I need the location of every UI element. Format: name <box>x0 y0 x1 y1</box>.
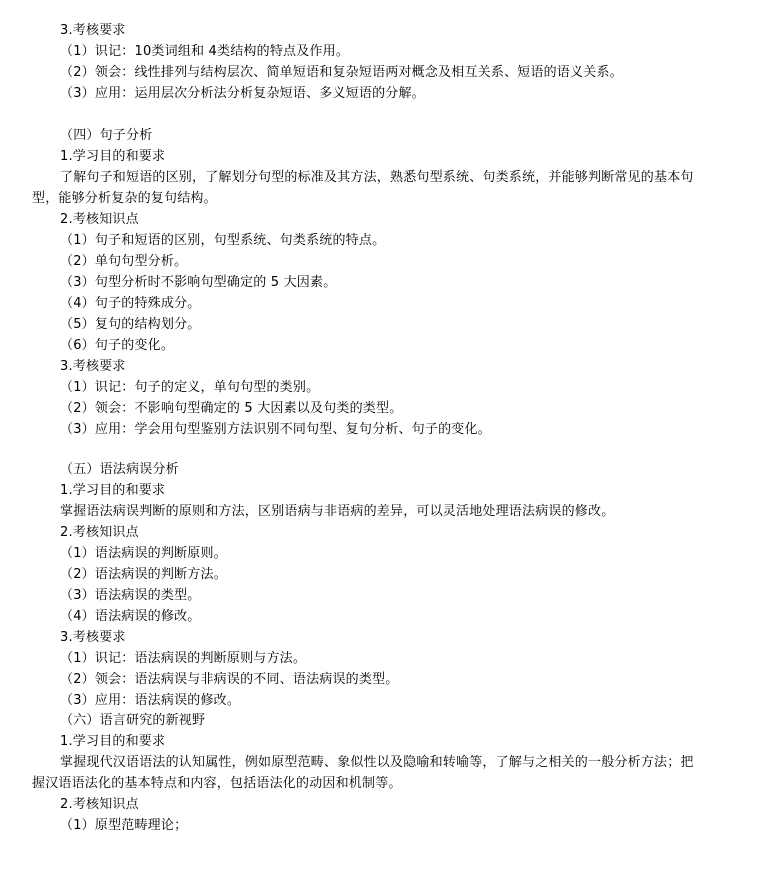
list-item: （2）领会：语法病误与非病误的不同、语法病误的类型。 <box>60 672 399 687</box>
list-item: （5）复句的结构划分。 <box>60 317 201 332</box>
section-heading: 3.考核要求 <box>60 23 126 38</box>
list-item: （2）领会：不影响句型确定的 5 大因素以及句类的类型。 <box>60 401 403 416</box>
list-item: （1）识记：10类词组和 4类结构的特点及作用。 <box>60 44 350 59</box>
section-heading: 2.考核知识点 <box>60 525 139 540</box>
list-item: （1）识记：句子的定义，单句句型的类别。 <box>60 380 320 395</box>
list-item: （4）句子的特殊成分。 <box>60 296 201 311</box>
list-item: （3）应用：语法病误的修改。 <box>60 693 241 708</box>
list-item: （4）语法病误的修改。 <box>60 609 201 624</box>
section-heading: 2.考核知识点 <box>60 212 139 227</box>
section-heading: 3.考核要求 <box>60 630 126 645</box>
chapter-heading: （六）语言研究的新视野 <box>60 713 206 728</box>
paragraph-line: 掌握语法病误判断的原则和方法，区别语病与非语病的差异，可以灵活地处理语法病误的修改。 <box>60 504 615 519</box>
section-heading: 1.学习目的和要求 <box>60 734 166 749</box>
chapter-heading: （四）句子分析 <box>60 128 153 143</box>
list-item: （6）句子的变化。 <box>60 338 175 353</box>
list-item: （3）句型分析时不影响句型确定的 5 大因素。 <box>60 275 337 290</box>
list-item: （1）语法病误的判断原则。 <box>60 546 227 561</box>
list-item: （3）应用：学会用句型鉴别方法识别不同句型、复句分析、句子的变化。 <box>60 422 491 437</box>
paragraph-line: 了解句子和短语的区别，了解划分句型的标准及其方法，熟悉句型系统、句类系统，并能够判断常见的基本句 <box>60 170 694 185</box>
section-heading: 2.考核知识点 <box>60 797 139 812</box>
paragraph-line: 掌握现代汉语语法的认知属性，例如原型范畴、象似性以及隐喻和转喻等，了解与之相关的一般分析方法；把 <box>60 755 694 770</box>
list-item: （3）语法病误的类型。 <box>60 588 201 603</box>
list-item: （2）单句句型分析。 <box>60 254 188 269</box>
list-item: （2）领会：线性排列与结构层次、简单短语和复杂短语两对概念及相互关系、短语的语义关系。 <box>60 65 623 80</box>
section-heading: 1.学习目的和要求 <box>60 483 166 498</box>
section-heading: 3.考核要求 <box>60 359 126 374</box>
section-heading: 1.学习目的和要求 <box>60 149 166 164</box>
list-item: （1）识记：语法病误的判断原则与方法。 <box>60 651 307 666</box>
paragraph-line: 型，能够分析复杂的复句结构。 <box>32 191 217 206</box>
chapter-heading: （五）语法病误分析 <box>60 462 179 477</box>
paragraph-line: 握汉语语法化的基本特点和内容，包括语法化的动因和机制等。 <box>32 776 402 791</box>
list-item: （1）句子和短语的区别，句型系统、句类系统的特点。 <box>60 233 386 248</box>
list-item: （2）语法病误的判断方法。 <box>60 567 227 582</box>
list-item: （3）应用：运用层次分析法分析复杂短语、多义短语的分解。 <box>60 86 425 101</box>
list-item: （1）原型范畴理论； <box>60 818 188 833</box>
